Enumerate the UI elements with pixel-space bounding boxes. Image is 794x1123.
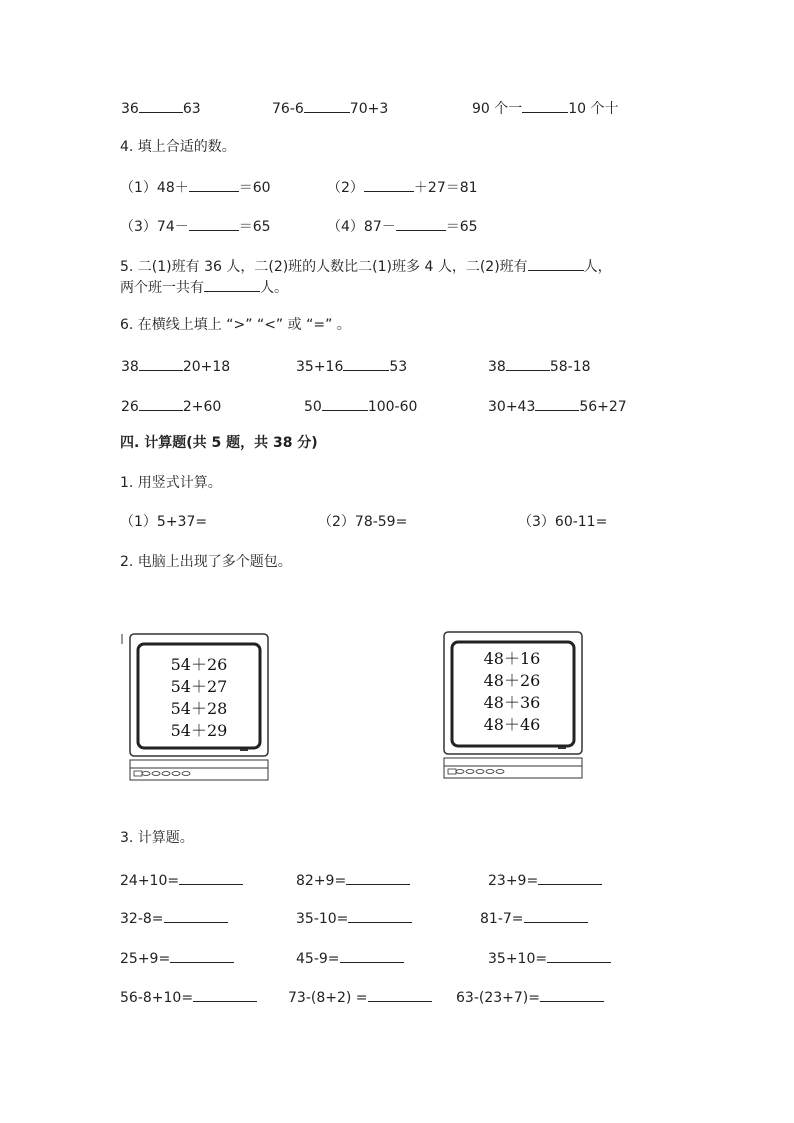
compare-right: 20+18 [182, 359, 231, 375]
q5-text: 5. 二(1)班有 36 人，二(2)班的人数比二(1)班多 4 人，二(2)班有 [120, 259, 528, 275]
compare-top-1 [121, 98, 201, 118]
calc-item [488, 948, 611, 968]
c1-item: （3）60-11= [518, 514, 608, 530]
q4-item-tail: ＝65 [445, 219, 478, 235]
q5-text: 人。 [260, 280, 288, 296]
answer-blank[interactable] [170, 948, 234, 963]
screen-line: 48＋36 [483, 693, 541, 712]
calc-expr: 32-8= [120, 911, 164, 927]
c2-title: 2. 电脑上出现了多个题包。 [120, 554, 292, 570]
compare-left: 50 [304, 399, 322, 415]
c1-title: 1. 用竖式计算。 [120, 475, 222, 491]
compare-left: 90 个一 [472, 101, 523, 117]
calc-item [488, 870, 602, 890]
calc-item [120, 870, 243, 890]
calc-item [480, 908, 588, 928]
compare-top-3 [472, 98, 619, 118]
compare-left: 30+43 [488, 399, 536, 415]
q6-item [488, 396, 627, 416]
compare-right: 2+60 [182, 399, 222, 415]
answer-blank[interactable] [139, 356, 183, 371]
compare-left: 26 [121, 399, 139, 415]
calc-expr: 81-7= [480, 911, 524, 927]
answer-blank[interactable] [193, 987, 257, 1002]
compare-left: 76-6 [272, 101, 304, 117]
answer-blank[interactable] [179, 870, 243, 885]
answer-blank[interactable] [164, 908, 228, 923]
compare-left: 36 [121, 101, 139, 117]
calc-expr: 23+9= [488, 873, 539, 889]
q4-item-label: （4）87－ [327, 219, 396, 235]
monitor-illustration-1 [120, 630, 272, 782]
q4-item-3 [120, 216, 271, 236]
q6-item [121, 356, 230, 376]
calc-expr: 35-10= [296, 911, 349, 927]
answer-blank[interactable] [340, 948, 404, 963]
calc-expr: 24+10= [120, 873, 180, 889]
answer-blank[interactable] [522, 98, 568, 113]
q5-line-1 [120, 256, 612, 276]
calc-item [120, 987, 257, 1007]
q5-text: 人， [583, 259, 612, 275]
compare-top-2 [272, 98, 388, 118]
q4-item-label: （1）48＋ [120, 180, 189, 196]
compare-right: 70+3 [349, 101, 389, 117]
compare-right: 58-18 [549, 359, 591, 375]
q4-item-tail: ＝60 [238, 180, 271, 196]
answer-blank[interactable] [535, 396, 579, 411]
q6-item [304, 396, 417, 416]
compare-left: 38 [488, 359, 506, 375]
answer-blank[interactable] [189, 177, 239, 192]
c3-title: 3. 计算题。 [120, 830, 194, 846]
calc-expr: 45-9= [296, 951, 340, 967]
compare-right: 63 [182, 101, 201, 117]
answer-blank[interactable] [506, 356, 550, 371]
q6-item [121, 396, 221, 416]
q6-item [296, 356, 407, 376]
screen-line: 54＋29 [170, 721, 228, 740]
answer-blank[interactable] [346, 870, 410, 885]
calc-item [296, 948, 404, 968]
answer-blank[interactable] [139, 98, 183, 113]
compare-right: 10 个十 [568, 101, 619, 117]
calc-expr: 63-(23+7)= [456, 990, 540, 1006]
section-title: 四. 计算题(共 5 题，共 38 分) [120, 435, 318, 451]
screen-line: 54＋26 [170, 655, 228, 674]
answer-blank[interactable] [396, 216, 446, 231]
compare-right: 53 [389, 359, 408, 375]
q4-item-label: （2） [327, 180, 364, 196]
calc-expr: 73-(8+2) = [288, 990, 368, 1006]
q5-text: 两个班一共有 [120, 280, 204, 296]
c1-item: （2）78-59= [318, 514, 408, 530]
answer-blank[interactable] [189, 216, 239, 231]
q4-item-4 [327, 216, 478, 236]
answer-blank[interactable] [139, 396, 183, 411]
answer-blank[interactable] [524, 908, 588, 923]
compare-left: 38 [121, 359, 139, 375]
screen-line: 54＋28 [170, 699, 228, 718]
compare-left: 35+16 [296, 359, 344, 375]
calc-item [456, 987, 604, 1007]
calc-item [288, 987, 432, 1007]
answer-blank[interactable] [364, 177, 414, 192]
monitor-illustration-2 [440, 628, 592, 782]
compare-right: 100-60 [367, 399, 418, 415]
calc-item [296, 870, 410, 890]
screen-line: 48＋16 [483, 649, 541, 668]
calc-item [120, 948, 234, 968]
answer-blank[interactable] [538, 870, 602, 885]
calc-expr: 25+9= [120, 951, 171, 967]
calc-expr: 35+10= [488, 951, 548, 967]
q4-item-label: （3）74－ [120, 219, 189, 235]
answer-blank[interactable] [540, 987, 604, 1002]
q4-item-tail: ＝65 [238, 219, 271, 235]
answer-blank[interactable] [322, 396, 368, 411]
calc-expr: 56-8+10= [120, 990, 194, 1006]
q5-line-2 [120, 277, 288, 297]
q4-item-1 [120, 177, 271, 197]
calc-item [120, 908, 228, 928]
calc-expr: 82+9= [296, 873, 347, 889]
answer-blank[interactable] [368, 987, 432, 1002]
answer-blank[interactable] [348, 908, 412, 923]
q6-title: 6. 在横线上填上 “>” “<” 或 “=” 。 [120, 317, 351, 333]
compare-right: 56+27 [579, 399, 627, 415]
answer-blank[interactable] [304, 98, 350, 113]
calc-item [296, 908, 412, 928]
screen-line: 48＋26 [483, 671, 541, 690]
q4-item-2 [327, 177, 478, 197]
q4-item-tail: ＋27＝81 [413, 180, 478, 196]
answer-blank[interactable] [204, 277, 260, 292]
screen-line: 54＋27 [170, 677, 228, 696]
c1-item: （1）5+37= [120, 514, 208, 530]
answer-blank[interactable] [547, 948, 611, 963]
q6-item [488, 356, 591, 376]
screen-line: 48＋46 [483, 715, 541, 734]
answer-blank[interactable] [528, 256, 584, 271]
q4-title: 4. 填上合适的数。 [120, 139, 236, 155]
answer-blank[interactable] [343, 356, 389, 371]
